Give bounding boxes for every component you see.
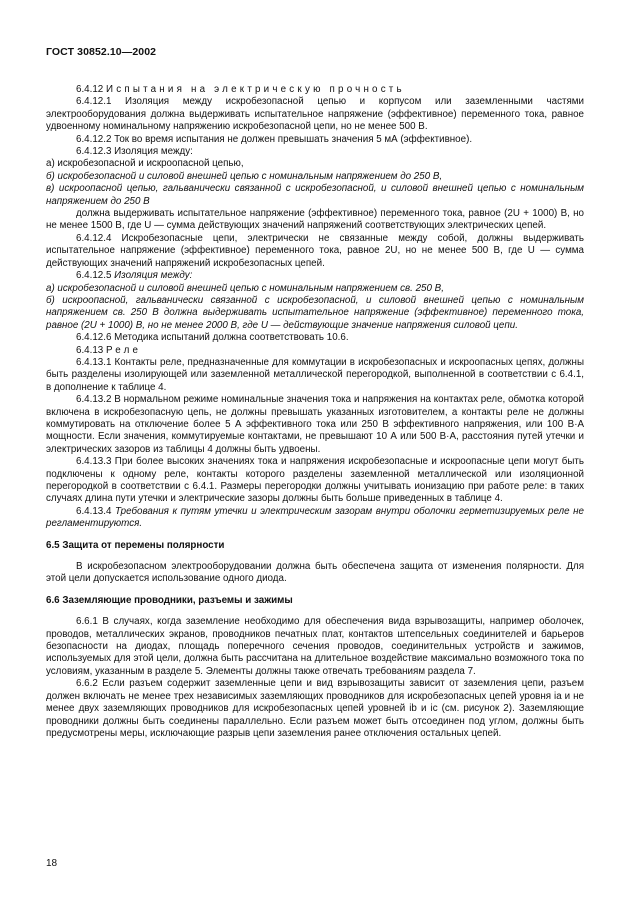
paragraph: должна выдерживать испытательное напряжение (эффективное) переменного тока, равное (2U + 1000) В, но не менее 1500 В, где U — сумма действующих значений напряжений соответствующих электрических цепей. [46,208,584,232]
paragraph: 6.4.13.3 При более высоких значениях тока и напряжения искробезопасные и искроопасные цепи могут быть подключены к одному реле, контакты которого разделены заземленной металлической или изоляционной перегородкой в соответствии с 6.4.1. Размеры перегородки должны учитывать ионизацию при работе реле: в таких случаях длина пути утечки и электрические зазоры должны быть больше приведенных в таблице 4. [46,456,584,505]
paragraph: 6.6.1 В случаях, когда заземление необходимо для обеспечения вида взрывозащиты, например оболочек, проводов, металлических экранов, проводников печатных плат, контактов штепсельных соединителей и барьеров безопасности на диодах, площадь поперечного сечения проводов, соединительных устройств и зажимов, используемых для этой цели, должна быть рассчитана на длительное воздействие максимально возможного тока по условиям, указанным в разделе 5. Элементы должны также отвечать требованиям раздела 7. [46,616,584,677]
paragraph: 6.4.12.3 Изоляция между: [76,146,193,158]
document-header: ГОСТ 30852.10—2002 [46,46,157,58]
paragraph: 6.4.13.1 Контакты реле, предназначенные для коммутации в искробезопасных и искроопасных цепях, должны быть разделены изолирующей или заземленной металлической перегородкой, выполненной в соответствии с 6.4.1, в дополнение к таблице 4. [46,356,584,393]
paragraph: 6.4.12.6 Методика испытаний должна соответствовать 10.6. [76,332,349,344]
paragraph [46,270,584,282]
list-item: в) искроопасной цепью, гальванически связанной с искробезопасной, и силовой внешней цепью с номинальным напряжением до 250 В [46,183,584,207]
document-body [46,84,584,740]
page-number: 18 [46,858,58,869]
section-number: 6.4.13 [76,344,104,356]
section-title: Реле [105,344,142,356]
paragraph [46,506,584,531]
paragraph: В искробезопасном электрооборудовании должна быть обеспечена защита от изменения полярности. Для этой цели допускается использование одного диода. [46,561,584,585]
section-6-5-heading: 6.5 Защита от перемены полярности [46,539,225,551]
section-6-4-12-heading [46,84,584,96]
paragraph: 6.6.2 Если разъем содержит заземленные цепи и вид взрывозащиты зависит от заземления цепи, разъем должен включать не менее трех независимых заземляющих проводников для искробезопасных цепей уровня ia и не менее двух заземляющих проводников для искробезопасных цепей уровней ib и ic (см. рисунок 2). Заземляющие проводники должны быть соединены параллельно. Если разъем может быть отсоединен под углом, должны быть предусмотрены меры, исключающие разрыв цепи заземления ранее отключения остальных цепей. [46,678,584,739]
list-item: а) искробезопасной и искроопасной цепью, [46,158,244,170]
section-6-4-13-heading [46,345,584,357]
section-title: Испытания на электрическую прочность [105,84,405,95]
paragraph: 6.4.12.2 Ток во время испытания не должен превышать значения 5 мА (эффективное). [76,133,473,145]
paragraph: 6.4.12.1 Изоляция между искробезопасной цепью и корпусом или заземленными частями электрооборудования должна выдерживать испытательное напряжение (эффективное) переменного тока, равное удвоенному номинальному напряжению искробезопасной цепи, но не менее 500 В. [46,96,584,133]
paragraph: 6.4.13.2 В нормальном режиме номинальные значения тока и напряжения на контактах реле, обмотка которой включена в искробезопасную цепь, не должны превышать указанных изготовителем, а контакты реле не должны коммутировать на отключение более 5 А эффективного тока или 250 В эффективного напряжения, или 100 В·А мощности. Если значения, коммутируемые контактами, не превышают 10 А или 500 В·А, расстояния путей утечки и электрических зазоров из таблицы 4 должны быть удвоены. [46,394,584,455]
section-number: 6.4.13.4 [76,505,112,517]
list-item: б) искробезопасной и силовой внешней цепью с номинальным напряжением до 250 В, [46,170,443,182]
paragraph-text: Изоляция между: [114,270,193,282]
section-6-6-heading: 6.6 Заземляющие проводники, разъемы и зажимы [46,594,293,606]
paragraph: 6.4.12.4 Искробезопасные цепи, электрически не связанные между собой, должны выдерживать испытательное напряжение (эффективное) переменного тока, равное 2U, но не менее 500 В, где U — сумма действующих значений напряжений искробезопасных цепей. [46,232,584,269]
section-number: 6.4.12.5 [76,270,112,282]
paragraph-text: Требования к путям утечки и электрическим зазорам внутри оболочки герметизируемых реле не регламентируются. [46,505,584,530]
section-number: 6.4.12 [76,84,104,95]
list-item: а) искробезопасной и силовой внешней цепью с номинальным напряжением св. 250 В, [46,282,444,294]
list-item: б) искроопасной, гальванически связанной с искробезопасной, и силовой внешней цепью с номинальным напряжением св. 250 В должна выдерживать испытательное напряжение (эффективное) переменного тока, равное (2U + 1000) В, но не менее 2000 В, где U — действующие значение напряжения силовой цепи. [46,294,584,331]
